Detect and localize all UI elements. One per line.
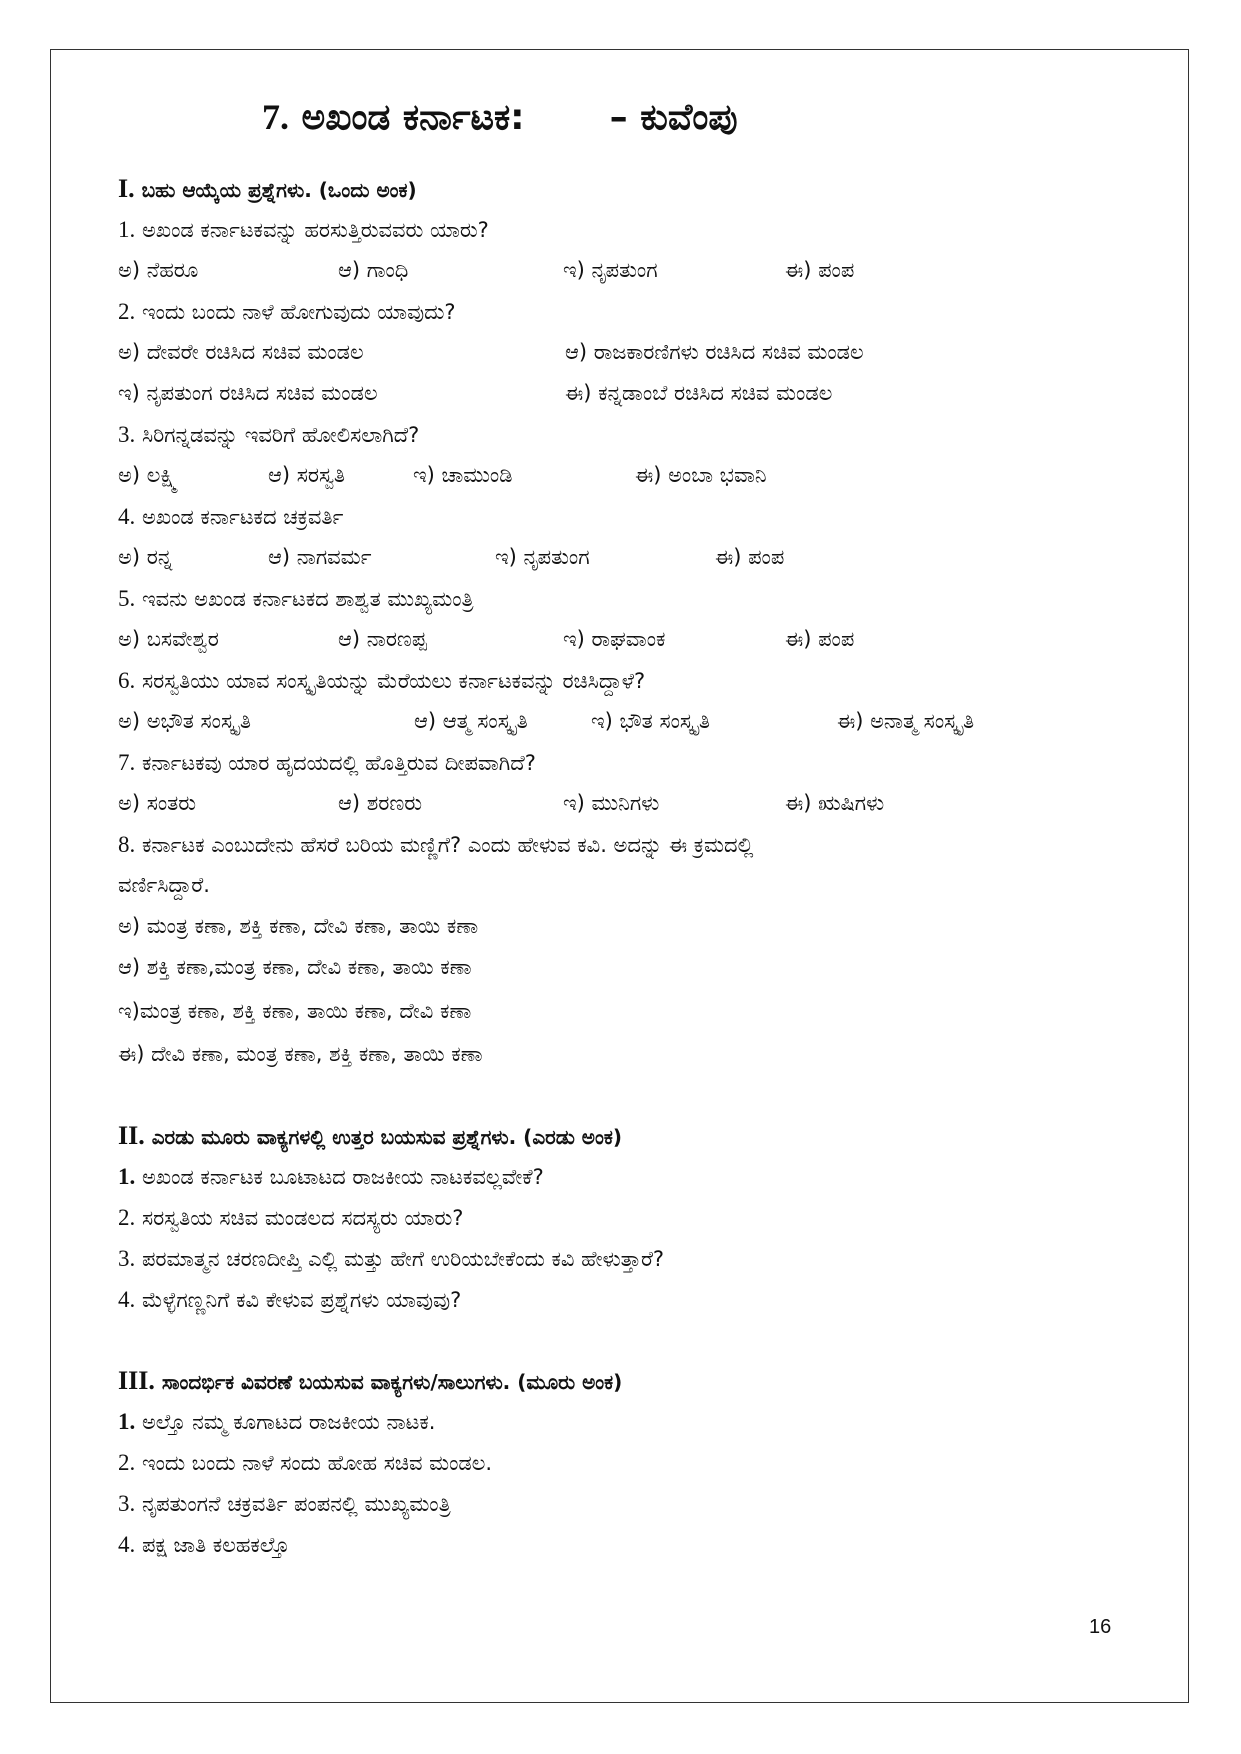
option: ಆ) ನಾರಣಪ್ಪ (338, 627, 427, 651)
option: ಆ) ಶರಣರು (338, 791, 423, 815)
option: ಅ) ದೇವರೇ ರಚಿಸಿದ ಸಚಿವ ಮಂಡಲ (118, 340, 364, 364)
option: ಅ) ರನ್ನ (118, 545, 173, 569)
page-title (262, 96, 738, 139)
option: ಈ) ಅನಾತ್ಮ ಸಂಸ್ಕೃತಿ (837, 709, 975, 733)
question-1-1: 1. ಅಖಂಡ ಕರ್ನಾಟಕವನ್ನು ಹರಸುತ್ತಿರುವವರು ಯಾರು? (118, 217, 489, 242)
option: ಈ) ಪಂಪ (785, 627, 855, 651)
title-number: 7. (262, 97, 289, 137)
option: ಆ) ಸರಸ್ವತಿ (268, 463, 346, 487)
option: ಇ) ಭೌತ ಸಂಸ್ಕೃತಿ (591, 709, 710, 733)
title-author: – ಕುವೆಂಪು (609, 97, 738, 138)
question-1-2: 2. ಇಂದು ಬಂದು ನಾಳೆ ಹೋಗುವುದು ಯಾವುದು? (118, 299, 456, 324)
section-heading-2: II. ಎರಡು ಮೂರು ವಾಕ್ಯಗಳಲ್ಲಿ ಉತ್ತರ ಬಯಸುವ ಪ್ರಶ್ನೆಗಳು. (ಎರಡು ಅಂಕ) (118, 1121, 622, 1150)
title-name: ಅಖಂಡ ಕರ್ನಾಟಕ: (301, 97, 525, 138)
option: ಅ) ನೆಹರೂ (118, 258, 199, 282)
option: ಆ) ನಾಗವರ್ಮ (268, 545, 372, 569)
option: ಅ) ಅಭೌತ ಸಂಸ್ಕೃತಿ (118, 709, 251, 733)
option: ಇ) ಚಾಮುಂಡಿ (413, 463, 513, 487)
question-3-3: 3. ನೃಪತುಂಗನೆ ಚಕ್ರವರ್ತಿ ಪಂಪನಲ್ಲಿ ಮುಖ್ಯಮಂತ್ರಿ (118, 1491, 451, 1516)
options-1-5 (118, 619, 1118, 660)
option: ಅ) ಮಂತ್ರ ಕಣಾ, ಶಕ್ತಿ ಕಣಾ, ದೇವಿ ಕಣಾ, ತಾಯಿ ಕಣಾ (118, 914, 479, 938)
option: ಈ) ಅಂಬಾ ಭವಾನಿ (635, 463, 767, 487)
option: ಅ) ಸಂತರು (118, 791, 197, 815)
options-1-6 (118, 701, 1118, 742)
option: ಆ) ರಾಜಕಾರಣಿಗಳು ರಚಿಸಿದ ಸಚಿವ ಮಂಡಲ (565, 340, 864, 364)
options-1-7 (118, 783, 1118, 824)
option: ಇ) ನೃಪತುಂಗ (495, 545, 590, 569)
question-1-7: 7. ಕರ್ನಾಟಕವು ಯಾರ ಹೃದಯದಲ್ಲಿ ಹೊತ್ತಿರುವ ದೀಪವಾಗಿದೆ? (118, 750, 536, 775)
question-1-8-cont: ವರ್ಣಿಸಿದ್ದಾರೆ. (118, 873, 210, 897)
option: ಆ) ಆತ್ಮ ಸಂಸ್ಕೃತಿ (414, 709, 528, 733)
question-1-6: 6. ಸರಸ್ವತಿಯು ಯಾವ ಸಂಸ್ಕೃತಿಯನ್ನು ಮೆರೆಯಲು ಕರ್ನಾಟಕವನ್ನು ರಚಿಸಿದ್ದಾಳೆ? (118, 668, 646, 693)
options-1-1 (118, 250, 1118, 291)
options-1-3 (118, 455, 1118, 496)
question-1-8: 8. ಕರ್ನಾಟಕ ಎಂಬುದೇನು ಹೆಸರೆ ಬರಿಯ ಮಣ್ಣಿಗೆ? ಎಂದು ಹೇಳುವ ಕವಿ. ಅದನ್ನು ಈ ಕ್ರಮದಲ್ಲಿ (118, 832, 754, 857)
option: ಈ) ದೇವಿ ಕಣಾ, ಮಂತ್ರ ಕಣಾ, ಶಕ್ತಿ ಕಣಾ, ತಾಯಿ ಕಣಾ (118, 1042, 483, 1066)
page-number: 16 (1089, 1616, 1112, 1638)
question-3-4: 4. ಪಕ್ಷ ಜಾತಿ ಕಲಹಕಲ್ತೊ (118, 1532, 290, 1557)
question-1-5: 5. ಇವನು ಅಖಂಡ ಕರ್ನಾಟಕದ ಶಾಶ್ವತ ಮುಖ್ಯಮಂತ್ರಿ (118, 586, 474, 611)
option: ಅ) ಬಸವೇಶ್ವರ (118, 627, 219, 651)
option: ಈ) ಪಂಪ (785, 258, 855, 282)
option: ಈ) ಪಂಪ (715, 545, 785, 569)
option: ಇ) ನೃಪತುಂಗ ರಚಿಸಿದ ಸಚಿವ ಮಂಡಲ (118, 381, 378, 405)
option: ಈ) ಕನ್ನಡಾಂಬೆ ರಚಿಸಿದ ಸಚಿವ ಮಂಡಲ (565, 381, 833, 405)
question-2-4: 4. ಮೆಳ್ಳೆಗಣ್ಣನಿಗೆ ಕವಿ ಕೇಳುವ ಪ್ರಶ್ನೆಗಳು ಯಾವುವು? (118, 1287, 462, 1312)
question-3-2: 2. ಇಂದು ಬಂದು ನಾಳೆ ಸಂದು ಹೋಹ ಸಚಿವ ಮಂಡಲ. (118, 1450, 493, 1475)
option: ಇ)ಮಂತ್ರ ಕಣಾ, ಶಕ್ತಿ ಕಣಾ, ತಾಯಿ ಕಣಾ, ದೇವಿ ಕಣಾ (118, 999, 472, 1023)
section-heading-1: I. ಬಹು ಆಯ್ಕೆಯ ಪ್ರಶ್ನೆಗಳು. (ಒಂದು ಅಂಕ) (118, 174, 417, 203)
option: ಈ) ಋಷಿಗಳು (785, 791, 885, 815)
question-1-3: 3. ಸಿರಿಗನ್ನಡವನ್ನು ಇವರಿಗೆ ಹೋಲಿಸಲಾಗಿದೆ? (118, 422, 420, 447)
option: ಇ) ರಾಘವಾಂಕ (563, 627, 666, 651)
question-content (118, 168, 1118, 1565)
question-1-4: 4. ಅಖಂಡ ಕರ್ನಾಟಕದ ಚಕ್ರವರ್ತಿ (118, 504, 344, 529)
question-2-1: 1. ಅಖಂಡ ಕರ್ನಾಟಕ ಬೂಟಾಟದ ರಾಜಕೀಯ ನಾಟಕವಲ್ಲವೇಕೆ? (118, 1164, 544, 1189)
options-1-2b (118, 373, 1118, 414)
option: ಇ) ನೃಪತುಂಗ (563, 258, 658, 282)
option: ಅ) ಲಕ್ಷ್ಮಿ (118, 463, 179, 487)
option: ಆ) ಗಾಂಧಿ (338, 258, 409, 282)
question-3-1: 1. ಅಲ್ತೊ ನಮ್ಮ ಕೂಗಾಟದ ರಾಜಕೀಯ ನಾಟಕ. (118, 1409, 436, 1434)
options-1-4 (118, 537, 1118, 578)
options-1-2a (118, 332, 1118, 373)
option: ಆ) ಶಕ್ತಿ ಕಣಾ,ಮಂತ್ರ ಕಣಾ, ದೇವಿ ಕಣಾ, ತಾಯಿ ಕಣಾ (118, 955, 472, 979)
option: ಇ) ಮುನಿಗಳು (563, 791, 660, 815)
question-2-3: 3. ಪರಮಾತ್ಮನ ಚರಣದೀಪ್ತಿ ಎಲ್ಲಿ ಮತ್ತು ಹೇಗೆ ಉರಿಯಬೇಕೆಂದು ಕವಿ ಹೇಳುತ್ತಾರೆ? (118, 1246, 665, 1271)
section-heading-3: III. ಸಾಂದರ್ಭಿಕ ವಿವರಣೆ ಬಯಸುವ ವಾಕ್ಯಗಳು/ಸಾಲುಗಳು. (ಮೂರು ಅಂಕ) (118, 1366, 623, 1395)
question-2-2: 2. ಸರಸ್ವತಿಯ ಸಚಿವ ಮಂಡಲದ ಸದಸ್ಯರು ಯಾರು? (118, 1205, 464, 1230)
